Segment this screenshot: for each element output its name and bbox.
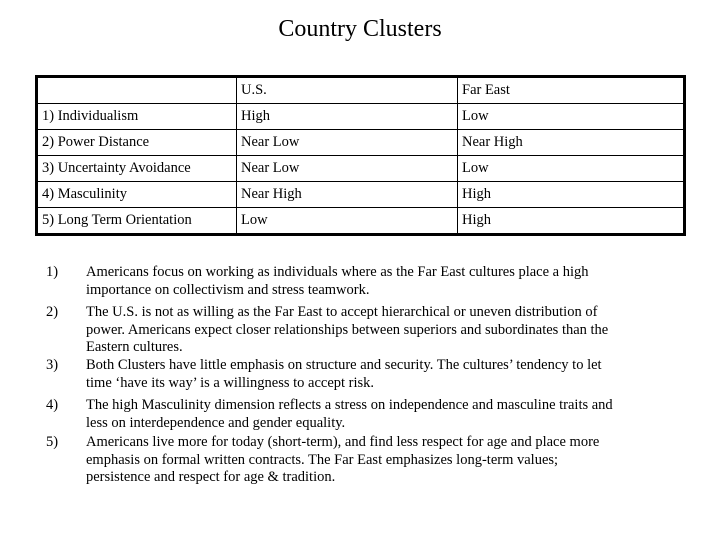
list-number: 2) xyxy=(46,304,59,320)
table-cell: 4) Masculinity xyxy=(37,182,237,208)
table-cell: 5) Long Term Orientation xyxy=(37,208,237,235)
list-text-line: persistence and respect for age & tradition. xyxy=(86,469,336,485)
list-number: 5) xyxy=(46,434,59,450)
list-text-line: emphasis on formal written contracts. The Far East emphasizes long-term values; xyxy=(86,451,559,468)
table-row xyxy=(37,104,685,130)
list-text-line: Eastern cultures. xyxy=(86,339,183,355)
table-cell: Near High xyxy=(237,182,458,208)
table-row xyxy=(37,130,685,156)
table-cell: 2) Power Distance xyxy=(37,130,237,156)
table-cell: Low xyxy=(237,208,458,235)
country-clusters-table xyxy=(35,75,686,236)
list-text-line: Americans live more for today (short-term), and find less respect for age and place more xyxy=(86,434,600,450)
table-cell: Near Low xyxy=(237,130,458,156)
table-cell: High xyxy=(458,208,685,235)
list-text-line: Both Clusters have little emphasis on structure and security. The cultures’ tendency to let xyxy=(86,357,602,373)
list-number: 4) xyxy=(46,397,59,413)
list-number: 1) xyxy=(46,264,59,280)
table-cell: 3) Uncertainty Avoidance xyxy=(37,156,237,182)
table-cell: Low xyxy=(458,156,685,182)
table-cell: Far East xyxy=(458,77,685,104)
table-cell: U.S. xyxy=(237,77,458,104)
list-text-line: less on interdependence and gender equality. xyxy=(86,414,346,431)
table-cell: Near High xyxy=(458,130,685,156)
list-text-line: Americans focus on working as individuals where as the Far East cultures place a high xyxy=(86,264,589,280)
slide-title: Country Clusters xyxy=(278,16,442,42)
list-text-line: The U.S. is not as willing as the Far East to accept hierarchical or uneven distribution of xyxy=(86,304,598,320)
list-number: 3) xyxy=(46,357,59,373)
table-cell: Near Low xyxy=(237,156,458,182)
list-text-line: power. Americans expect closer relationships between superiors and subordinates than the xyxy=(86,321,609,338)
table-cell xyxy=(37,77,237,104)
list-text-line: time ‘have its way’ is a willingness to accept risk. xyxy=(86,374,375,391)
list-text-line: The high Masculinity dimension reflects a stress on independence and masculine traits and xyxy=(86,397,613,413)
table-cell: High xyxy=(237,104,458,130)
table-header-row xyxy=(37,77,685,104)
table-row xyxy=(37,156,685,182)
table-cell: 1) Individualism xyxy=(37,104,237,130)
list-text-line: importance on collectivism and stress teamwork. xyxy=(86,281,370,298)
table-cell: High xyxy=(458,182,685,208)
table-row xyxy=(37,182,685,208)
table-cell: Low xyxy=(458,104,685,130)
table-row xyxy=(37,208,685,235)
